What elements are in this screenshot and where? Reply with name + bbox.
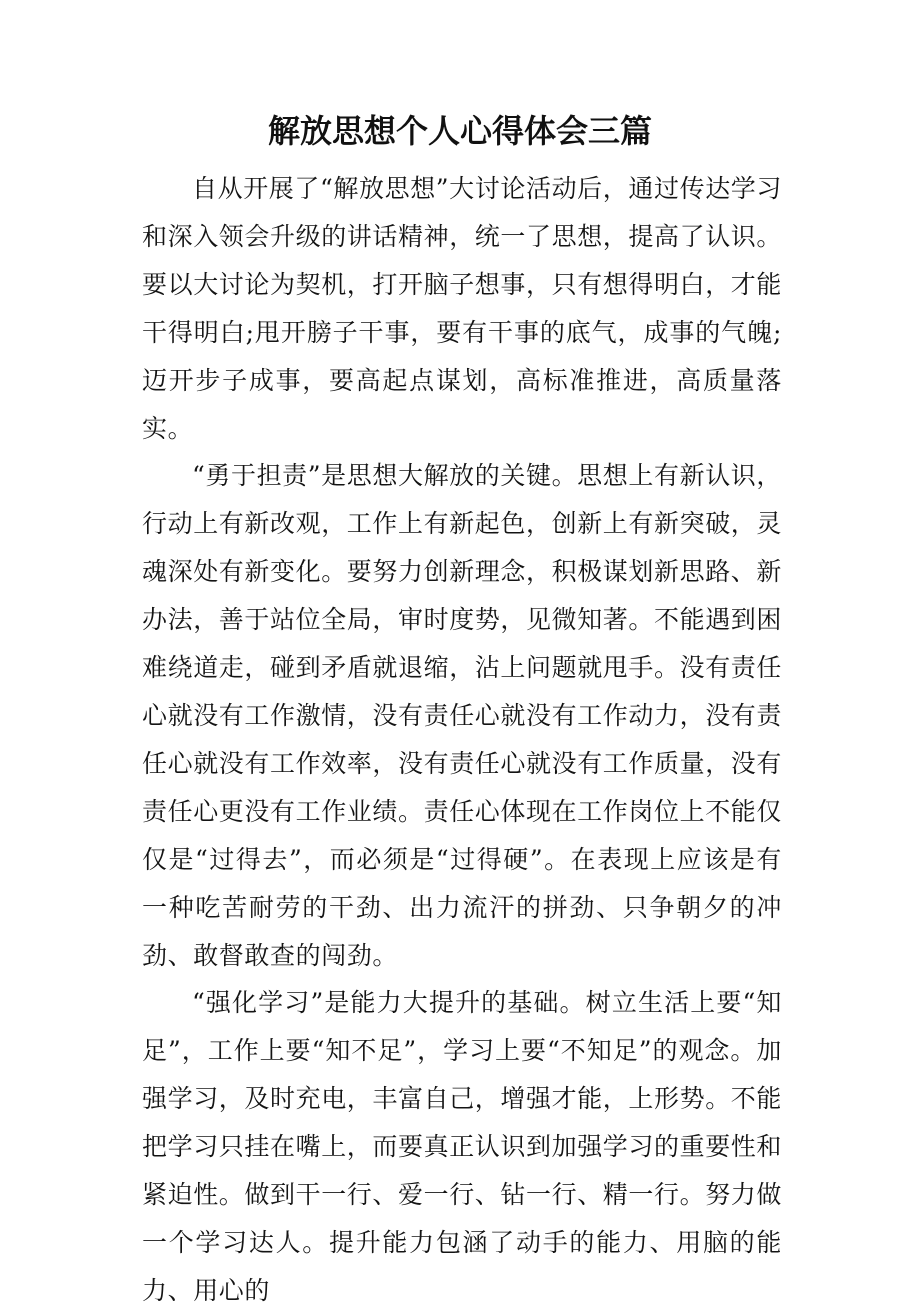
paragraph: “强化学习”是能力大提升的基础。树立生活上要“知足”，工作上要“知不足”，学习上要“不知足”的观念。加强学习，及时充电，丰富自己，增强才能，上形势。不能把学习只挂在嘴上，而要真正认识到加强学习的重要性和紧迫性。做到干一行、爱一行、钻一行、精一行。努力做一个学习达人。提升能力包涵了动手的能力、用脑的能力、用心的 — [142, 988, 783, 1305]
paragraph: 自从开展了“解放思想”大讨论活动后，通过传达学习和深入领会升级的讲话精神，统一了思想，提高了认识。要以大讨论为契机，打开脑子想事，只有想得明白，才能干得明白;甩开膀子干事，要有干事的底气，成事的气魄;迈开步子成事，要高起点谋划，高标准推进，高质量落实。 — [142, 174, 783, 443]
paragraph: “勇于担责”是思想大解放的关键。思想上有新认识，行动上有新改观，工作上有新起色，创新上有新突破，灵魂深处有新变化。要努力创新理念，积极谋划新思路、新办法，善于站位全局，审时度势，见微知著。不能遇到困难绕道走，碰到矛盾就退缩，沾上问题就甩手。没有责任心就没有工作激情，没有责任心就没有工作动力，没有责任心就没有工作效率，没有责任心就没有工作质量，没有责任心更没有工作业绩。责任心体现在工作岗位上不能仅仅是“过得去”，而必须是“过得硬”。在表现上应该是有一种吃苦耐劳的干劲、出力流汗的拼劲、只争朝夕的冲劲、敢督敢查的闯劲。 — [142, 461, 783, 970]
document-title: 解放思想个人心得体会三篇 — [267, 112, 652, 150]
document-body — [142, 165, 782, 1315]
